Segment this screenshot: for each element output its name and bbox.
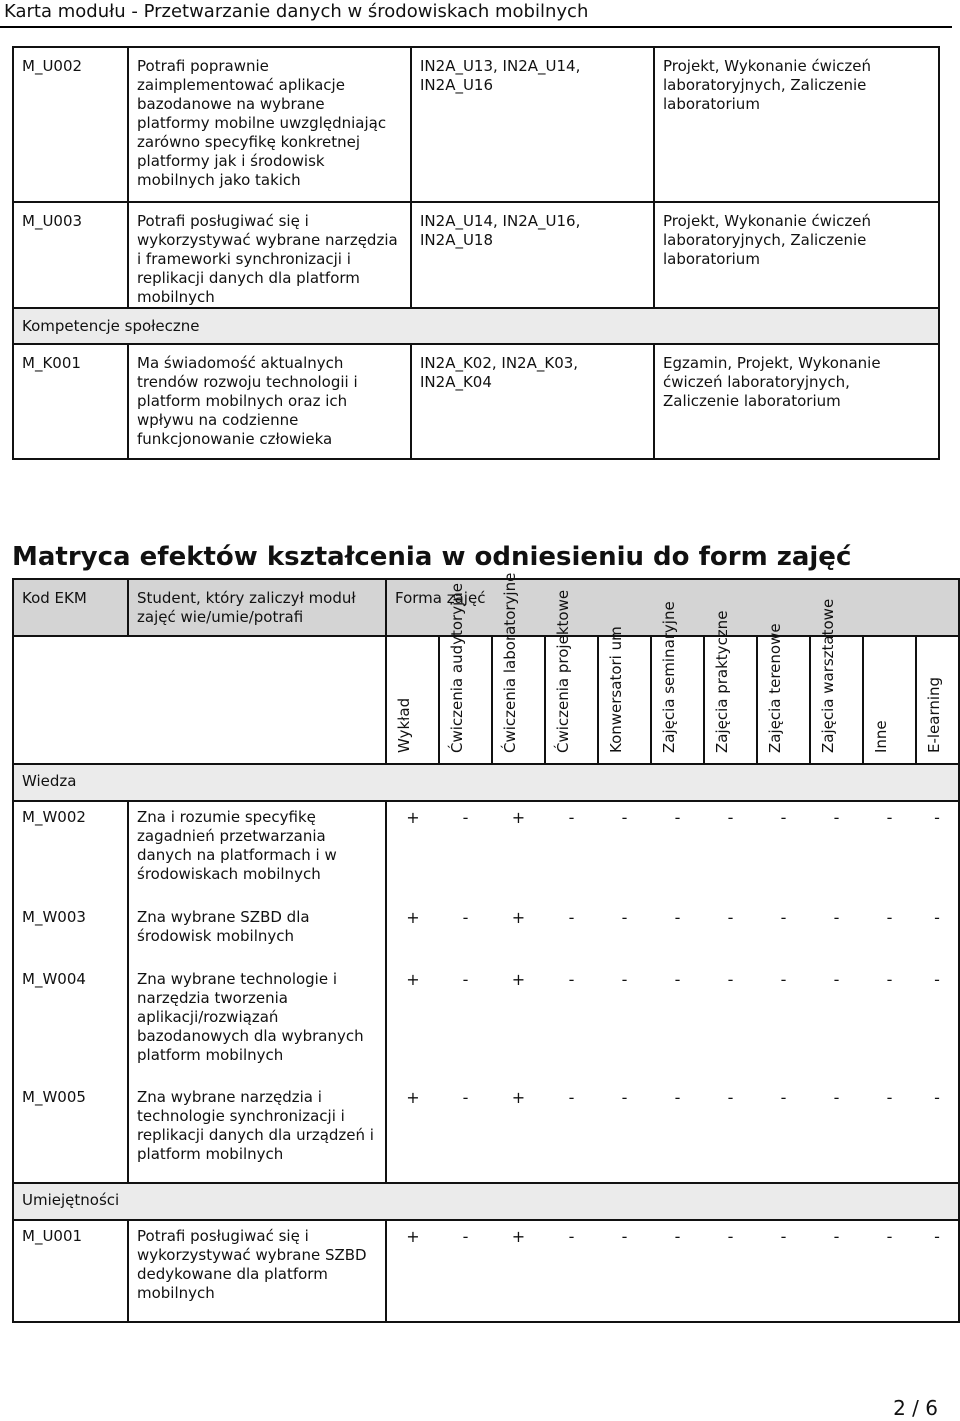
table-row — [13, 1082, 959, 1183]
form-mark: - — [916, 902, 959, 964]
form-mark: + — [511, 908, 526, 927]
form-column — [916, 636, 959, 764]
form-column — [651, 601, 704, 764]
outcome-code: M_K001 — [13, 344, 128, 459]
form-label: Ćwiczenia projektowe — [554, 589, 572, 753]
table-row — [13, 964, 959, 1082]
page-header: Karta modułu - Przetwarzanie danych w środowiskach mobilnych — [0, 0, 952, 28]
form-mark: - — [916, 801, 959, 902]
table-row — [13, 902, 959, 964]
ekm-code: M_W004 — [13, 964, 128, 1082]
table-row — [13, 1220, 959, 1322]
form-column — [545, 589, 598, 764]
form-mark: - — [833, 808, 840, 827]
outcome-description: Ma świadomość aktualnych trendów rozwoju technologii i platform mobilnych oraz ich wpływu na codzienne funkcjonowanie człowieka — [128, 344, 411, 459]
table-row — [13, 47, 939, 202]
form-mark: + — [406, 970, 420, 989]
matrix-header-row — [13, 579, 959, 636]
form-mark: - — [780, 1088, 787, 1107]
form-mark: - — [462, 908, 469, 927]
outcome-effects: IN2A_U14, IN2A_U16, IN2A_U18 — [411, 202, 654, 308]
form-mark: - — [833, 908, 840, 927]
form-mark: - — [568, 908, 575, 927]
form-mark: - — [651, 1220, 704, 1322]
form-mark: - — [916, 1220, 959, 1322]
form-column — [598, 626, 651, 764]
form-mark: - — [886, 908, 893, 927]
form-column — [757, 623, 810, 764]
ekm-code: M_W005 — [13, 1082, 128, 1183]
form-mark: - — [810, 1220, 863, 1322]
form-mark: - — [833, 1088, 840, 1107]
outcome-description: Potrafi posługiwać się i wykorzystywać wybrane narzędzia i frameworki synchronizacji i replikacji danych dla platform mobilnych — [128, 202, 411, 308]
form-mark: + — [492, 1220, 545, 1322]
form-mark: - — [674, 1088, 681, 1107]
form-label: Wykład — [395, 697, 413, 753]
form-label: Zajęcia praktyczne — [713, 610, 731, 753]
form-label: E-learning — [925, 676, 943, 753]
outcome-effects: IN2A_K02, IN2A_K03, IN2A_K04 — [411, 344, 654, 459]
form-mark: + — [511, 970, 526, 989]
table-row — [13, 344, 939, 459]
form-mark: - — [704, 1220, 757, 1322]
form-mark: - — [598, 1220, 651, 1322]
form-mark: - — [621, 1088, 628, 1107]
form-column — [810, 598, 863, 764]
section-row — [13, 764, 959, 801]
col-student-header: Student, który zaliczył moduł zajęć wie/umie/potrafi — [128, 579, 386, 636]
outcomes-table — [12, 46, 940, 460]
form-mark: - — [780, 808, 787, 827]
form-label: Ćwiczenia audytoryjne — [448, 583, 466, 753]
ekm-code: M_W003 — [13, 902, 128, 964]
form-mark: - — [780, 970, 787, 989]
outcome-code: M_U002 — [13, 47, 128, 202]
section-knowledge: Wiedza — [13, 764, 959, 801]
form-label: Zajęcia terenowe — [766, 623, 784, 753]
ekm-code: M_W002 — [13, 801, 128, 902]
form-mark: - — [545, 1220, 598, 1322]
form-column — [863, 636, 916, 764]
col-code-header: Kod EKM — [13, 579, 128, 636]
section-row — [13, 308, 939, 344]
table-row — [13, 202, 939, 308]
matrix-table — [12, 572, 960, 1323]
form-mark: + — [406, 908, 420, 927]
form-mark: - — [886, 970, 893, 989]
outcome-effects: IN2A_U13, IN2A_U14, IN2A_U16 — [411, 47, 654, 202]
form-mark: - — [568, 970, 575, 989]
section-row — [13, 1183, 959, 1220]
ekm-description: Potrafi posługiwać się i wykorzystywać wybrane SZBD dedykowane dla platform mobilnych — [128, 1220, 386, 1322]
forms-spacer — [13, 636, 386, 764]
form-mark: - — [757, 1220, 810, 1322]
form-mark: - — [727, 908, 734, 927]
form-mark: + — [406, 1088, 420, 1107]
form-mark: + — [511, 1088, 526, 1107]
form-mark: - — [439, 1220, 492, 1322]
form-label: Zajęcia warsztatowe — [819, 598, 837, 753]
form-mark: - — [727, 1088, 734, 1107]
form-column — [704, 610, 757, 764]
outcome-methods: Egzamin, Projekt, Wykonanie ćwiczeń laboratoryjnych, Zaliczenie laboratorium — [654, 344, 939, 459]
ekm-description: Zna wybrane technologie i narzędzia tworzenia aplikacji/rozwiązań bazodanowych dla wybranych platform mobilnych — [128, 964, 386, 1082]
form-mark: - — [780, 908, 787, 927]
form-mark: - — [462, 1088, 469, 1107]
ekm-description: Zna wybrane SZBD dla środowisk mobilnych — [128, 902, 386, 964]
form-column — [386, 636, 439, 764]
outcome-methods: Projekt, Wykonanie ćwiczeń laboratoryjnych, Zaliczenie laboratorium — [654, 202, 939, 308]
form-mark: - — [674, 808, 681, 827]
form-mark: - — [863, 1220, 916, 1322]
form-mark: - — [727, 808, 734, 827]
matrix-title: Matryca efektów kształcenia w odniesieniu do form zajęć — [12, 542, 852, 572]
form-label: Konwersatori um — [607, 626, 625, 753]
ekm-description: Zna i rozumie specyfikę zagadnień przetwarzania danych na platformach i w środowiskach mobilnych — [128, 801, 386, 902]
table-row — [13, 801, 959, 902]
form-mark: - — [462, 808, 469, 827]
form-label: Inne — [872, 720, 890, 753]
form-mark: - — [462, 970, 469, 989]
outcome-methods: Projekt, Wykonanie ćwiczeń laboratoryjnych, Zaliczenie laboratorium — [654, 47, 939, 202]
form-mark: - — [886, 808, 893, 827]
form-mark: - — [886, 1088, 893, 1107]
ekm-description: Zna wybrane narzędzia i technologie synchronizacji i replikacji danych dla urządzeń i platform mobilnych — [128, 1082, 386, 1183]
form-mark: - — [916, 964, 959, 1082]
section-skills: Umiejętności — [13, 1183, 959, 1220]
form-mark: - — [727, 970, 734, 989]
page-number: 2 / 6 — [893, 1396, 938, 1420]
form-mark: - — [568, 1088, 575, 1107]
col-form-header: Forma zajęć — [386, 579, 959, 636]
form-mark: + — [406, 808, 420, 827]
form-column — [492, 572, 545, 764]
form-mark: - — [674, 908, 681, 927]
form-mark: - — [674, 970, 681, 989]
form-label: Ćwiczenia laboratoryjne — [501, 572, 519, 753]
matrix-forms-row — [13, 636, 959, 764]
form-mark: - — [621, 908, 628, 927]
form-mark: - — [621, 970, 628, 989]
outcome-description: Potrafi poprawnie zaimplementować aplikacje bazodanowe na wybrane platformy mobilne uwzględniając zarówno specyfikę konkretnej platformy jak i środowisk mobilnych jako takich — [128, 47, 411, 202]
form-mark: - — [621, 808, 628, 827]
form-mark: + — [386, 1220, 439, 1322]
form-mark: + — [511, 808, 526, 827]
form-mark: - — [916, 1082, 959, 1183]
ekm-code: M_U001 — [13, 1220, 128, 1322]
section-social: Kompetencje społeczne — [13, 308, 939, 344]
outcome-code: M_U003 — [13, 202, 128, 308]
form-mark: - — [833, 970, 840, 989]
form-mark: - — [568, 808, 575, 827]
form-label: Zajęcia seminaryjne — [660, 601, 678, 753]
